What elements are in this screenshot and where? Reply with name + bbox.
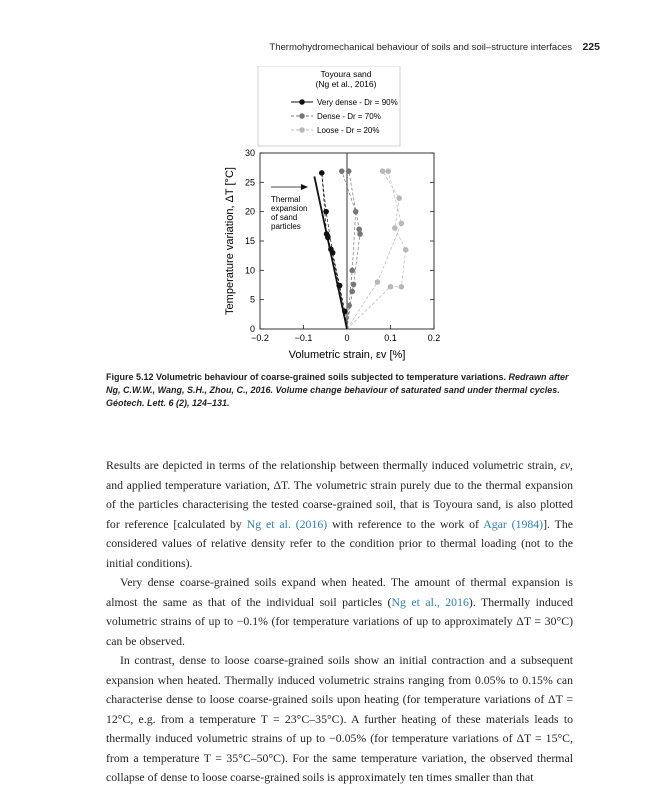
data-point bbox=[380, 168, 386, 174]
p1-text-2: , and applied temperature variation, ΔT. The volumetric strain purely due to the thermal expansion of the particles characterising the tested coarse-grained soil, that is Toyoura sand, is also plotted for reference [calculated by bbox=[106, 458, 573, 531]
series-layer bbox=[319, 168, 409, 329]
data-point bbox=[403, 247, 409, 253]
citation-link-agar-1984[interactable]: Agar (1984) bbox=[483, 516, 544, 531]
p3-text-1: In contrast, dense to loose coarse-grained soils show an initial contraction and a subsequent expansion when heated. Thermally induced volumetric strains ranging from 0.05% to 0.15% can characterise dense to loose coarse-grained soils upon heating (for temperature variations of ΔT = 12°C, e.g. from a temperature T = 23°C–35°C). A further heating of these materials leads to thermally induced volumetric strains of up to −0.05% (for temperature variations of ΔT = 15°C, from a temperature T = 35°C–50°C). For the same temperature variation, the observed thermal collapse of dense to loose coarse-grained soils is approximately ten times smaller than that bbox=[106, 653, 573, 784]
annotation-arrowhead bbox=[301, 184, 308, 190]
y-axis-label: Temperature variation, ΔT [°C] bbox=[224, 167, 236, 315]
body-text bbox=[106, 456, 573, 788]
x-tick-label: 0.2 bbox=[427, 333, 441, 343]
paragraph-2 bbox=[106, 573, 573, 651]
caption-source: Redrawn after Ng, C.W.W., Wang, S.H., Zhou, C., 2016. Volume change behaviour of saturated sand under thermal cycles. Géotech. Lett. 6 (2), 124–131. bbox=[106, 372, 569, 408]
running-head bbox=[0, 42, 648, 56]
y-tick-label: 5 bbox=[249, 294, 255, 305]
legend-subtitle: (Ng et al., 2016) bbox=[315, 79, 377, 89]
data-point bbox=[349, 289, 355, 295]
data-point bbox=[388, 284, 394, 290]
y-tick-label: 30 bbox=[244, 148, 255, 158]
figure-caption bbox=[106, 371, 578, 410]
annotation-line-3: of sand bbox=[271, 213, 298, 222]
x-tick-label: 0.1 bbox=[384, 333, 397, 343]
legend-entry-label: Dense - Dr = 70% bbox=[317, 112, 381, 121]
y-tick-label: 20 bbox=[244, 206, 255, 217]
data-point bbox=[399, 284, 405, 290]
series-path bbox=[347, 171, 406, 329]
x-axis-label: Volumetric strain, εv [%] bbox=[288, 349, 406, 361]
page-number: 225 bbox=[582, 41, 600, 53]
y-tick-label: 25 bbox=[244, 177, 255, 188]
thermal-expansion-line bbox=[314, 176, 347, 329]
legend-title: Toyoura sand bbox=[320, 69, 372, 79]
data-point bbox=[339, 168, 345, 174]
data-point bbox=[356, 226, 362, 232]
running-head-title: Thermohydromechanical behaviour of soils and soil–structure interfaces bbox=[269, 42, 572, 53]
x-axis-ticks bbox=[251, 325, 440, 343]
legend-marker bbox=[299, 113, 305, 119]
data-point bbox=[353, 209, 359, 215]
x-tick-label: −0.2 bbox=[251, 333, 269, 343]
data-point bbox=[399, 221, 405, 227]
data-point bbox=[396, 195, 402, 201]
legend-entry-label: Very dense - Dr = 90% bbox=[317, 98, 398, 107]
p1-symbol: εv bbox=[560, 458, 571, 472]
p1-text-4: ]. The considered values of relative density refer to the condition prior to thermal loading (not to the initial conditions). bbox=[106, 516, 574, 570]
data-point bbox=[323, 209, 329, 215]
data-point bbox=[392, 225, 398, 231]
annotation-line-2: expansion bbox=[271, 204, 308, 213]
data-point bbox=[386, 168, 392, 174]
legend-marker bbox=[299, 127, 305, 133]
caption-title: Volumetric behaviour of coarse-grained soils subjected to temperature variations. bbox=[156, 372, 506, 382]
caption-label: Figure 5.12 bbox=[106, 372, 154, 382]
legend-entry-label: Loose - Dr = 20% bbox=[317, 126, 380, 135]
figure-volumetric-behaviour-chart bbox=[215, 66, 475, 366]
legend-marker bbox=[299, 99, 305, 105]
x-tick-label: 0 bbox=[344, 333, 350, 343]
p2-text-1: Very dense coarse-grained soils expand when heated. The amount of thermal expansion is almost the same as that of the individual soil particles ( bbox=[106, 575, 573, 609]
x-tick-label: −0.1 bbox=[294, 333, 313, 343]
p1-text-3: with reference to the work of bbox=[327, 516, 484, 531]
annotation-line-1: Thermal bbox=[271, 195, 301, 204]
y-axis-ticks bbox=[245, 148, 434, 334]
y-tick-label: 10 bbox=[244, 265, 255, 276]
citation-link-ng-2016[interactable]: Ng et al. (2016) bbox=[246, 516, 328, 531]
y-tick-label: 15 bbox=[244, 236, 255, 246]
citation-link-ng-2016-b[interactable]: Ng et al., 2016 bbox=[391, 594, 469, 609]
paragraph-3 bbox=[106, 651, 573, 788]
data-point bbox=[346, 303, 352, 309]
data-point bbox=[375, 279, 381, 285]
data-point bbox=[346, 168, 352, 174]
p2-text-2: ). Thermally induced volumetric strains of up to −0.1% (for temperature variations of up to approximately ΔT = 30°C) can be observed. bbox=[106, 594, 574, 648]
data-point bbox=[319, 170, 325, 176]
annotation-line-4: particles bbox=[271, 222, 301, 231]
y-tick-label: 0 bbox=[249, 324, 255, 334]
data-point bbox=[357, 231, 363, 237]
data-point bbox=[351, 282, 357, 288]
paragraph-1 bbox=[106, 456, 573, 573]
data-point bbox=[349, 268, 355, 274]
p1-text-1: Results are depicted in terms of the relationship between thermally induced volumetric strain, bbox=[106, 458, 561, 472]
